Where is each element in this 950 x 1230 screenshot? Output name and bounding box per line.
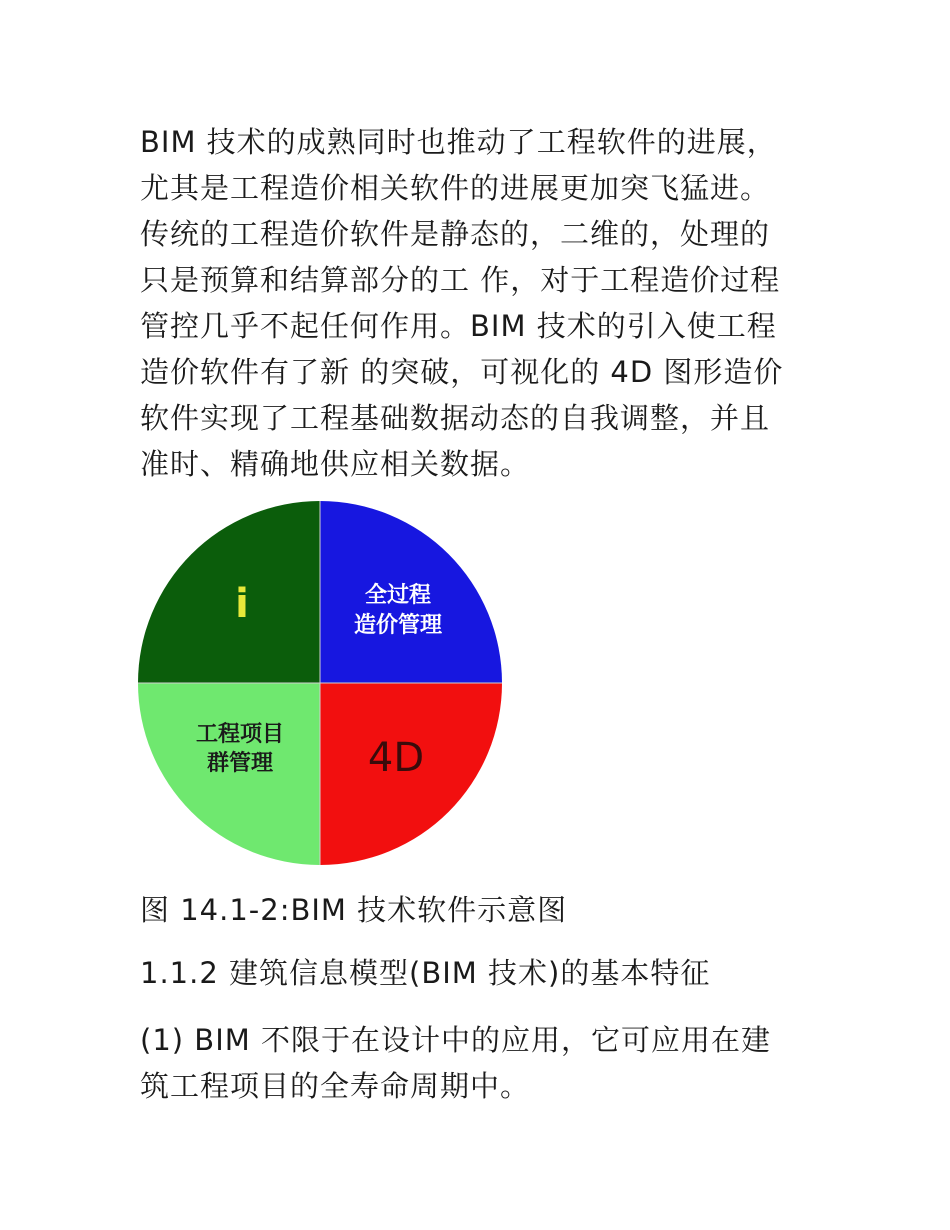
quadrant-label-top-left: i — [235, 581, 249, 627]
section-heading: 1.1.2 建筑信息模型(BIM 技术)的基本特征 — [140, 956, 711, 990]
paragraph-line: 准时、精确地供应相关数据。 — [140, 447, 531, 481]
body-paragraph-1 — [140, 119, 820, 487]
paragraph-line: (1) BIM 不限于在设计中的应用，它可应用在建 — [140, 1023, 771, 1057]
paragraph-line: 传统的工程造价软件是静态的，二维的，处理的 — [140, 217, 771, 251]
paragraph-line: BIM 技术的成熟同时也推动了工程软件的进展， — [140, 125, 777, 159]
paragraph-line: 只是预算和结算部分的工 作，对于工程造价过程 — [140, 263, 781, 297]
quadrant-label-bottom-left-line1: 工程项目 — [195, 722, 285, 747]
paragraph-line: 造价软件有了新 的突破，可视化的 4D 图形造价 — [140, 355, 784, 389]
paragraph-line: 软件实现了工程基础数据动态的自我调整，并且 — [140, 401, 771, 435]
paragraph-line: 尤其是工程造价相关软件的进展更加突飞猛进。 — [140, 171, 771, 205]
quadrant-label-top-right-line2: 造价管理 — [353, 613, 443, 638]
quadrant-label-top-right-line1: 全过程 — [364, 583, 432, 608]
paragraph-line: 管控几乎不起任何作用。BIM 技术的引入使工程 — [140, 309, 777, 343]
quadrant-label-bottom-right: 4D — [367, 735, 425, 781]
body-paragraph-2 — [140, 1017, 820, 1109]
paragraph-line: 筑工程项目的全寿命周期中。 — [140, 1069, 531, 1103]
pie-quadrant-top-left — [138, 501, 320, 683]
figure-caption: 图 14.1-2:BIM 技术软件示意图 — [140, 893, 568, 927]
bim-software-pie-figure — [138, 501, 502, 865]
quadrant-label-bottom-left-line2: 群管理 — [206, 751, 274, 776]
